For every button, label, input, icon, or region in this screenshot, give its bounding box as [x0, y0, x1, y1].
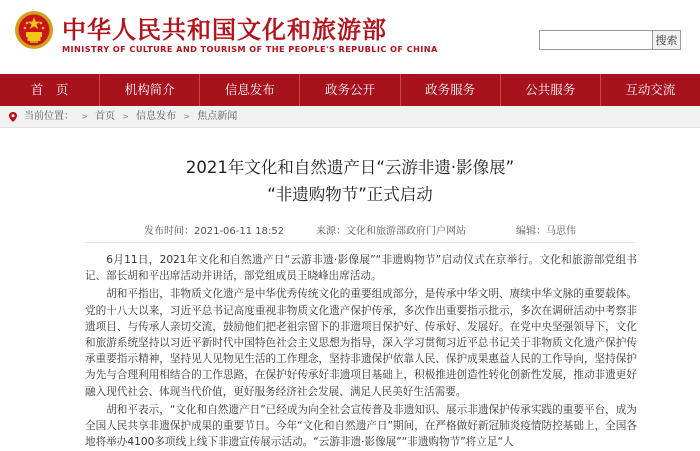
chevron-right-icon: >	[81, 112, 88, 121]
nav-item-public-services[interactable]: 公共服务	[525, 82, 576, 97]
breadcrumb-prefix: 当前位置：	[24, 111, 74, 122]
nav-item-gov-services[interactable]: 政务服务	[425, 82, 476, 97]
location-icon	[8, 112, 18, 122]
site-header	[0, 0, 700, 72]
nav-item-home[interactable]: 首 页	[30, 82, 69, 97]
article-body	[85, 252, 637, 451]
breadcrumb-home[interactable]: 首页	[95, 111, 116, 122]
article-paragraph: 胡和平指出，非物质文化遗产是中华优秀传统文化的重要组成部分，是传承中华文明、赓续中华文脉的重要载体。党的十八大以来，习近平总书记高度重视非物质文化遗产保护传承，多次作出重要指示批示，多次在调研活动中考察非遗项目、与传承人亲切交流，鼓励他们把老祖宗留下的非遗项目保护好、传承好、发展好。在党中央坚强领导下，文化和旅游系统坚持以习近平新时代中国特色社会主义思想为指导，深入学习贯彻习近平总书记关于非物质文化遗产保护传承重要指示精神，坚持见人见物见生活的工作理念，坚持非遗保护依靠人民、保护成果惠益人民的工作导向，坚持保护为先与合理利用相结合的工作思路，在保护好传承好非遗项目基础上，积极推进创造性转化创新性发展，推动非遗更好融入现代社会、体现当代价值，更好服务经济社会发展、满足人民美好生活需要。	[85, 288, 637, 398]
national-emblem-icon	[14, 10, 54, 50]
article-paragraph: 胡和平表示，“文化和自然遗产日”已经成为向全社会宣传普及非遗知识、展示非遗保护传承实践的重要平台，成为全国人民共享非遗保护成果的重要节日。今年“文化和自然遗产日”期间，在严格做好新冠肺炎疫情防控基础上，全国各地将举办4100多项线上线下非遗宣传展示活动。“云游非遗·影像展”“非遗购物节”将立足“人	[85, 403, 637, 449]
search-input[interactable]	[539, 30, 653, 50]
breadcrumb-news[interactable]: 信息发布	[136, 111, 177, 122]
nav-item-interaction[interactable]: 互动交流	[625, 82, 676, 97]
breadcrumb-focus[interactable]: 焦点新闻	[197, 111, 238, 122]
article-editor: 编辑：马思伟	[516, 226, 576, 237]
nav-item-about[interactable]: 机构简介	[124, 82, 175, 97]
article-paragraph: 6月11日，2021年文化和自然遗产日“云游非遗·影像展”“非遗购物节”启动仪式在京举行。文化和旅游部党组书记、部长胡和平出席活动并讲话，部党组成员王晓峰出席活动。	[85, 254, 637, 283]
site-title-english: MINISTRY OF CULTURE AND TOURISM OF THE PEOPLE'S REPUBLIC OF CHINA	[62, 44, 438, 54]
site-title: 中华人民共和国文化和旅游部	[62, 16, 387, 44]
chevron-right-icon: >	[122, 112, 129, 121]
nav-item-disclosure[interactable]: 政务公开	[324, 82, 375, 97]
main-nav	[0, 74, 700, 106]
article-title-line1: 2021年文化和自然遗产日“云游非遗·影像展”	[185, 158, 515, 177]
nav-item-news[interactable]: 信息发布	[224, 82, 275, 97]
article-source: 来源：文化和旅游部政府门户网站	[316, 226, 466, 237]
publish-time: 发布时间：2021-06-11 18:52	[144, 226, 285, 237]
meta-divider	[85, 242, 635, 243]
breadcrumb	[0, 106, 700, 128]
chevron-right-icon: >	[183, 112, 191, 121]
search-button[interactable]: 搜索	[653, 30, 681, 50]
article-title-line2: “非遗购物节”正式启动	[267, 185, 433, 204]
